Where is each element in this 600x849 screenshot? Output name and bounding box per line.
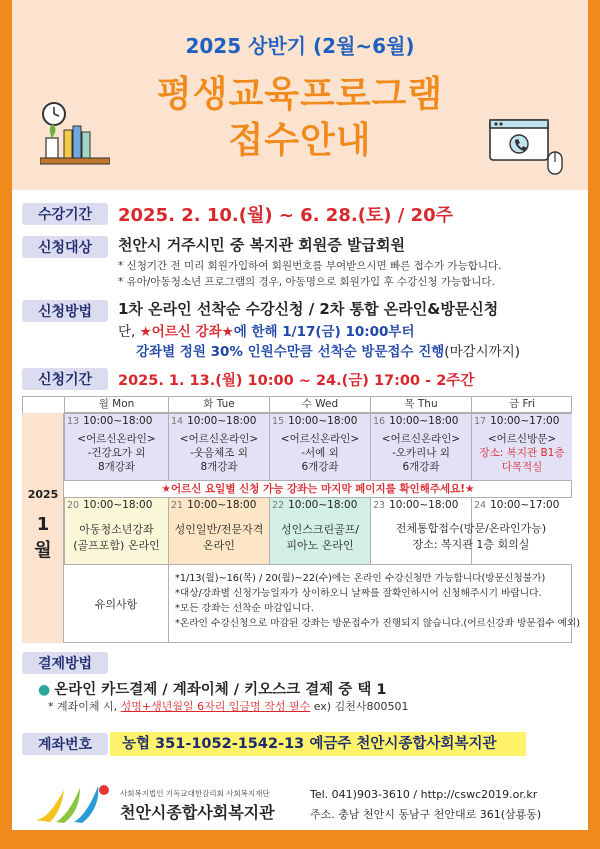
- cell-time: 10:00~18:00: [288, 499, 358, 511]
- calendar-month-suffix: 월: [34, 540, 52, 561]
- method-line2-blue: 에 한해 1/17(금) 10:00부터: [233, 324, 415, 340]
- method-line1: 1차 온라인 선착순 수강신청 / 2차 통합 온라인&방문신청: [118, 300, 499, 318]
- cell-line: <어르신온라인>: [179, 433, 259, 445]
- header-title-line2: 접수안내: [228, 120, 372, 161]
- day-header-mon: 월 Mon: [64, 396, 168, 413]
- bullet-icon: ●: [38, 682, 51, 698]
- cell-line: 아동청소년강좌: [79, 523, 154, 536]
- cell-line-red: 장소: 복지관 B1층: [479, 447, 565, 459]
- cell-day-number: 22: [272, 500, 285, 511]
- cell-line: <어르신온라인>: [77, 433, 156, 445]
- combined-registration-text: [370, 521, 572, 553]
- calendar-year: 2025: [27, 488, 59, 501]
- cell-date: [373, 499, 458, 511]
- cell-time: 10:00~18:00: [288, 415, 358, 427]
- cell-line: 6개강좌: [301, 461, 339, 473]
- cell-text: [270, 522, 370, 554]
- cell-date: [474, 415, 559, 427]
- cell-line: 장소: 복지관 1층 회의실: [412, 538, 530, 551]
- day-header-wed: 수 Wed: [269, 396, 370, 413]
- calendar-cell-20: [64, 497, 168, 564]
- apply-label: 신청기간: [22, 368, 108, 390]
- cell-line: 성인일반/전문자격: [174, 523, 264, 536]
- cell-date: [272, 415, 357, 427]
- calendar-cell-15: [269, 413, 370, 480]
- cell-date: [272, 499, 357, 511]
- contact-tel-web: Tel. 041)903-3610 / http://cswc2019.or.kr: [310, 788, 538, 801]
- org-affiliation: 사회복지법인 기독교대한감리회 사회복지재단: [120, 789, 270, 798]
- cell-line-red: 다목적실: [501, 461, 543, 473]
- method-label: 신청방법: [22, 300, 108, 322]
- contact-address: 주소. 충남 천안시 동남구 천안대로 361(삼룡동): [310, 808, 542, 821]
- cell-time: 10:00~18:00: [83, 499, 153, 511]
- cell-text: [270, 432, 370, 474]
- org-name: 천안시종합사회복지관: [120, 803, 275, 822]
- note-line: *온라인 수강신청으로 마감된 강좌는 방문접수가 진행되지 않습니다.(어르신강좌 방문접수 예외): [175, 618, 581, 629]
- cell-date: [67, 415, 152, 427]
- payment-label: 결제방법: [22, 652, 108, 674]
- cell-date: [474, 499, 559, 511]
- target-note-1: * 신청기간 전 미리 회원가입하여 회원번호를 부여받으시면 빠른 접수가 가능합니다.: [118, 260, 502, 272]
- payment-note: [48, 698, 408, 714]
- computer-call-illustration: [488, 118, 568, 180]
- cell-text: [65, 432, 168, 474]
- day-header-tue: 화 Tue: [168, 396, 269, 413]
- cell-text: [169, 432, 269, 474]
- day-header-thu: 목 Thu: [370, 396, 471, 413]
- account-label: 계좌번호: [22, 733, 108, 755]
- org-logo-icon: [34, 782, 118, 824]
- note-line: *모든 강좌는 선착순 마감입니다.: [175, 603, 314, 614]
- cell-line: 온라인: [203, 539, 235, 552]
- cell-line: 피아노 온라인: [286, 539, 354, 552]
- cell-text: [169, 522, 269, 554]
- payment-note-red: 성명+생년월일 6자리 입금명 작성 필수: [120, 700, 311, 713]
- cell-text: [472, 432, 572, 474]
- note-line: *대상/강좌별 신청가능일자가 상이하오니 날짜를 잘확인하시어 신청해주시기 바랍니다.: [175, 588, 542, 599]
- calendar-cell-16: [370, 413, 471, 480]
- cell-line: 전체통합접수(방문/온라인가능): [395, 522, 547, 535]
- cell-time: 10:00~17:00: [490, 499, 560, 511]
- payment-note-suffix: ex) 김천사800501: [310, 700, 409, 713]
- cell-day-number: 14: [171, 416, 184, 427]
- account-value: 농협 351-1052-1542-13 예금주 천안시종합사회복지관: [110, 732, 526, 756]
- cell-line: 성인스크린골프/: [280, 523, 360, 536]
- method-line2-prefix: 단,: [118, 324, 140, 340]
- cell-day-number: 24: [474, 500, 487, 511]
- calendar-cell-17: [471, 413, 572, 480]
- method-line2: [118, 320, 415, 340]
- method-line2-red: ★어르신 강좌★: [139, 324, 234, 340]
- cell-date: [67, 499, 152, 511]
- cell-date: [171, 415, 256, 427]
- cell-time: 10:00~18:00: [389, 499, 459, 511]
- cell-day-number: 23: [373, 500, 386, 511]
- cell-time: 10:00~18:00: [187, 415, 257, 427]
- cell-line: -서예 외: [301, 447, 339, 459]
- cell-time: 10:00~18:00: [389, 415, 459, 427]
- method-line3-blue: 강좌별 정원 30% 인원수만큼 선착순 방문접수 진행: [136, 344, 445, 360]
- header-title-line1: 평생교육프로그램: [156, 74, 444, 115]
- notes-content: [168, 564, 581, 643]
- cell-line: <어르신방문>: [487, 433, 557, 445]
- cell-day-number: 16: [373, 416, 386, 427]
- cell-line: (골프포함) 온라인: [73, 539, 160, 552]
- day-header-fri: 금 Fri: [471, 396, 572, 413]
- method-line3: [136, 340, 520, 360]
- target-note-2: * 유아/아동청소년 프로그램의 경우, 아동명으로 회원가입 후 수강신청 가능합니다.: [118, 276, 495, 288]
- cell-date: [171, 499, 256, 511]
- calendar-cell-13: [64, 413, 168, 480]
- cell-day-number: 13: [67, 416, 80, 427]
- cell-time: 10:00~17:00: [490, 415, 560, 427]
- notes-label: 유의사항: [64, 564, 168, 643]
- cell-time: 10:00~18:00: [83, 415, 153, 427]
- header-subtitle: 2025 상반기 (2월~6월): [185, 34, 415, 58]
- payment-value: [38, 678, 386, 699]
- cell-line: <어르신온라인>: [381, 433, 461, 445]
- apply-value: 2025. 1. 13.(월) 10:00 ~ 24.(금) 17:00 - 2주간: [118, 373, 475, 389]
- calendar-cell-22: [269, 497, 370, 564]
- period-value: 2025. 2. 10.(월) ~ 6. 28.(토) / 20주: [118, 205, 454, 226]
- period-label: 수강기간: [22, 203, 108, 225]
- cell-line: -건강요가 외: [87, 447, 146, 459]
- calendar-month-number: 1: [36, 514, 50, 535]
- payment-note-prefix: * 계좌이체 시,: [48, 700, 121, 713]
- cell-day-number: 21: [171, 500, 184, 511]
- calendar-month: [22, 512, 64, 564]
- note-line: *1/13(월)~16(목) / 20(월)~22(수)에는 온라인 수강신청만 가능합니다(방문신청불가): [175, 573, 546, 584]
- clock-books-illustration: [40, 100, 110, 170]
- calendar-banner: ★어르신 요일별 신청 가능 강좌는 마지막 페이지를 확인해주세요!★: [64, 480, 572, 497]
- cell-line: -오카리나 외: [392, 447, 450, 459]
- cell-line: 8개강좌: [97, 461, 136, 473]
- cell-line: <어르신온라인>: [280, 433, 360, 445]
- method-line3-suffix: (마감시까지): [444, 344, 521, 360]
- target-value: 천안시 거주시민 중 복지관 회원증 발급회원: [118, 236, 405, 254]
- cell-day-number: 15: [272, 416, 285, 427]
- cell-text: [371, 432, 471, 474]
- calendar-cell-21: [168, 497, 269, 564]
- target-label: 신청대상: [22, 236, 108, 258]
- cell-time: 10:00~18:00: [187, 499, 257, 511]
- payment-text: 온라인 카드결제 / 계좌이체 / 키오스크 결제 중 택 1: [54, 682, 387, 698]
- calendar-cell-14: [168, 413, 269, 480]
- cell-date: [373, 415, 458, 427]
- cell-line: 8개강좌: [200, 461, 238, 473]
- cell-line: -웃음체조 외: [190, 447, 248, 459]
- cell-day-number: 20: [67, 500, 80, 511]
- cell-text: [65, 522, 168, 554]
- cell-line: 6개강좌: [402, 461, 440, 473]
- cell-day-number: 17: [474, 416, 487, 427]
